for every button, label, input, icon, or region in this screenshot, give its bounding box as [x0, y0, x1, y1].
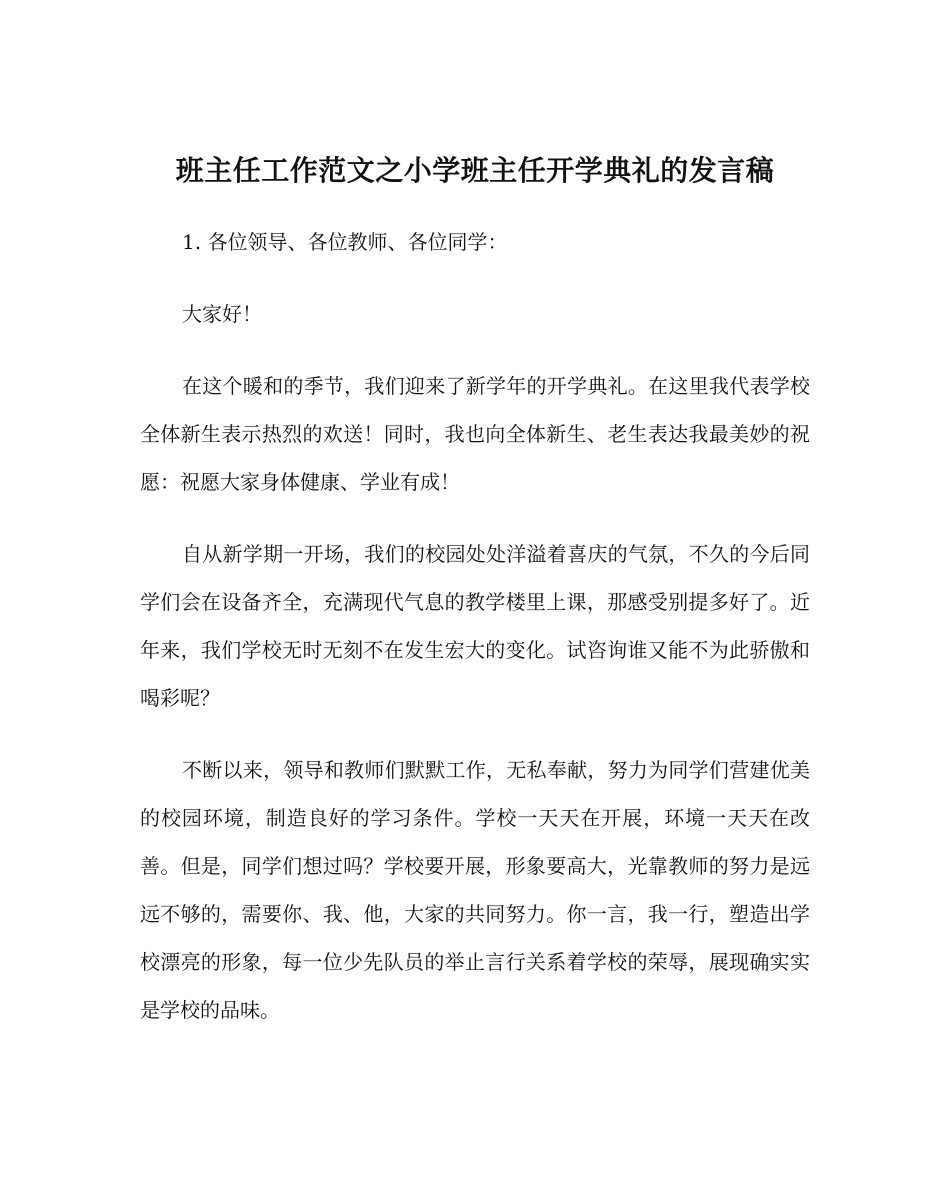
document-body [140, 218, 810, 1034]
paragraph-campus-changes: 自从新学期一开场，我们的校园处处洋溢着喜庆的气氛，不久的今后同学们会在设备齐全，充满现代气息的教学楼里上课，那感受别提多好了。近年来，我们学校无时无刻不在发生宏大的变化。试咨询谁又能不为此骄傲和喝彩呢？ [140, 542, 810, 710]
paragraph-welcome: 在这个暖和的季节，我们迎来了新学年的开学典礼。在这里我代表学校全体新生表示热烈的欢送！同时，我也向全体新生、老生表达我最美妙的祝愿：祝愿大家身体健康、学业有成！ [140, 374, 810, 494]
document-title: 班主任工作范文之小学班主任开学典礼的发言稿 [175, 153, 775, 187]
paragraph-salutation: 1. 各位领导、各位教师、各位同学： [182, 230, 508, 254]
paragraph-greeting: 大家好！ [182, 302, 262, 326]
paragraph-teachers-effort: 不断以来，领导和教师们默默工作，无私奉献，努力为同学们营建优美的校园环境，制造良好的学习条件。学校一天天在开展，环境一天天在改善。但是，同学们想过吗？学校要开展，形象要高大，光靠教师的努力是远远不够的，需要你、我、他，大家的共同努力。你一言，我一行，塑造出学校漂亮的形象，每一位少先队员的举止言行关系着学校的荣辱，展现确实实是学校的品味。 [140, 758, 810, 1022]
